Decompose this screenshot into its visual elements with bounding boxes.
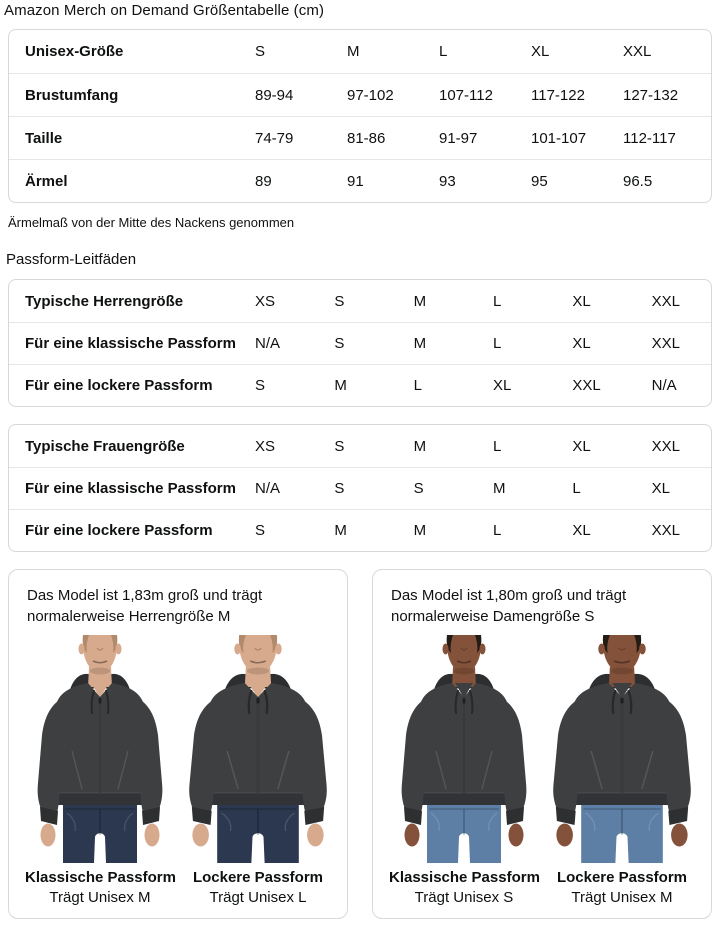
panel-description: Das Model ist 1,83m groß und trägt normalerweise Herrengröße M — [27, 587, 263, 625]
hoodie-figure — [389, 635, 539, 863]
fit-table-women — [8, 424, 712, 552]
table-row — [9, 30, 711, 73]
size-cell: 127-132 — [623, 86, 679, 104]
size-cell: S — [334, 335, 345, 352]
size-cell: S — [255, 522, 266, 539]
table-row — [9, 509, 711, 551]
size-cell: S — [255, 377, 266, 394]
size-cell: XL — [651, 480, 671, 497]
row-label: Für eine klassische Passform — [25, 335, 236, 352]
fit-label: Lockere Passform — [192, 869, 324, 886]
size-cell: L — [572, 480, 581, 497]
size-cell: 93 — [439, 172, 456, 190]
fit-label: Klassische Passform — [389, 869, 540, 886]
size-cell: 97-102 — [347, 86, 394, 104]
model-column-loose — [183, 635, 333, 908]
size-cell: S — [255, 43, 266, 60]
size-cell: XXL — [623, 43, 652, 60]
size-cell: M — [413, 292, 427, 310]
fit-label: Klassische Passform — [25, 869, 176, 886]
row-label: Unisex-Größe — [25, 43, 124, 60]
model-column-classic — [389, 635, 539, 908]
row-label: Typische Frauengröße — [25, 437, 185, 455]
size-cell: L — [493, 335, 502, 352]
size-cell: XXL — [651, 522, 681, 539]
size-cell: S — [413, 480, 424, 497]
panel-description: Das Model ist 1,80m groß und trägt normalerweise Damengröße S — [391, 587, 627, 625]
size-cell: M — [413, 522, 427, 539]
size-cell: XXL — [651, 437, 681, 455]
row-label: Typische Herrengröße — [25, 292, 184, 310]
size-cell: XXL — [651, 292, 681, 310]
fit-caption — [389, 868, 539, 908]
model-photo-loose-fit — [183, 635, 333, 863]
size-cell: 89-94 — [255, 86, 294, 104]
hoodie-figure — [547, 635, 697, 863]
size-cell: N/A — [255, 480, 281, 497]
table-row — [9, 116, 711, 159]
size-cell: L — [493, 437, 502, 455]
table-row — [9, 73, 711, 116]
size-cell: 91-97 — [439, 129, 478, 147]
row-label: Brustumfang — [25, 86, 119, 104]
table-row — [9, 280, 711, 322]
fit-table-men — [8, 279, 712, 407]
model-photos — [25, 635, 333, 908]
size-cell: M — [413, 437, 427, 455]
size-cell: S — [334, 480, 345, 497]
hoodie-figure — [183, 635, 333, 863]
model-panel-men — [8, 569, 348, 919]
size-cell: S — [334, 292, 345, 310]
model-photo-loose-fit — [547, 635, 697, 863]
size-cell: 81-86 — [347, 129, 386, 147]
size-cell: XS — [255, 292, 276, 310]
size-cell: 89 — [255, 172, 272, 190]
size-worn-label: Trägt Unisex M — [49, 889, 151, 906]
size-cell: XL — [493, 377, 512, 394]
fit-caption — [183, 868, 333, 908]
size-cell: S — [334, 437, 345, 455]
size-worn-label: Trägt Unisex S — [414, 889, 514, 906]
page-title: Amazon Merch on Demand Größentabelle (cm) — [4, 2, 325, 19]
size-cell: 117-122 — [531, 86, 585, 104]
size-cell: XS — [255, 437, 276, 455]
size-cell: N/A — [651, 377, 677, 394]
model-photo-classic-fit — [389, 635, 539, 863]
size-cell: XXL — [651, 335, 681, 352]
size-cell: 91 — [347, 172, 364, 190]
size-cell: XL — [572, 522, 591, 539]
table-row — [9, 364, 711, 406]
size-cell: 101-107 — [531, 129, 587, 147]
table-row — [9, 159, 711, 202]
size-cell: M — [347, 43, 360, 60]
size-cell: 107-112 — [439, 86, 493, 104]
fit-guides-heading: Passform-Leitfäden — [6, 251, 137, 268]
size-cell: L — [493, 292, 502, 310]
table-row — [9, 322, 711, 364]
hoodie-figure — [25, 635, 175, 863]
size-cell: 74-79 — [255, 129, 294, 147]
row-label: Ärmel — [25, 172, 68, 190]
size-cell: M — [334, 377, 347, 394]
table-row — [9, 425, 711, 467]
size-cell: XL — [572, 292, 591, 310]
size-worn-label: Trägt Unisex M — [571, 889, 673, 906]
row-label: Für eine lockere Passform — [25, 522, 213, 539]
model-column-classic — [25, 635, 175, 908]
size-cell: 112-117 — [623, 129, 676, 147]
size-cell: XL — [572, 335, 591, 352]
size-cell: M — [334, 522, 347, 539]
size-cell: M — [413, 335, 427, 352]
size-cell: XL — [572, 437, 591, 455]
model-panels — [8, 569, 712, 919]
size-worn-label: Trägt Unisex L — [209, 889, 307, 906]
row-label: Für eine lockere Passform — [25, 377, 213, 394]
model-column-loose — [547, 635, 697, 908]
size-cell: 96.5 — [623, 172, 653, 190]
fit-caption — [547, 868, 697, 908]
size-table — [8, 29, 712, 203]
size-cell: L — [493, 522, 502, 539]
size-cell: L — [439, 43, 448, 60]
fit-label: Lockere Passform — [556, 869, 688, 886]
size-cell: N/A — [255, 335, 281, 352]
sleeve-measure-note: Ärmelmaß von der Mitte des Nackens genommen — [8, 215, 295, 230]
model-photos — [389, 635, 697, 908]
row-label: Für eine klassische Passform — [25, 480, 236, 497]
row-label: Taille — [25, 129, 63, 147]
model-photo-classic-fit — [25, 635, 175, 863]
size-cell: XXL — [572, 377, 601, 394]
table-row — [9, 467, 711, 509]
fit-caption — [25, 868, 175, 908]
size-cell: M — [493, 480, 506, 497]
size-cell: L — [413, 377, 422, 394]
model-panel-women — [372, 569, 712, 919]
size-cell: XL — [531, 43, 550, 60]
size-cell: 95 — [531, 172, 548, 190]
